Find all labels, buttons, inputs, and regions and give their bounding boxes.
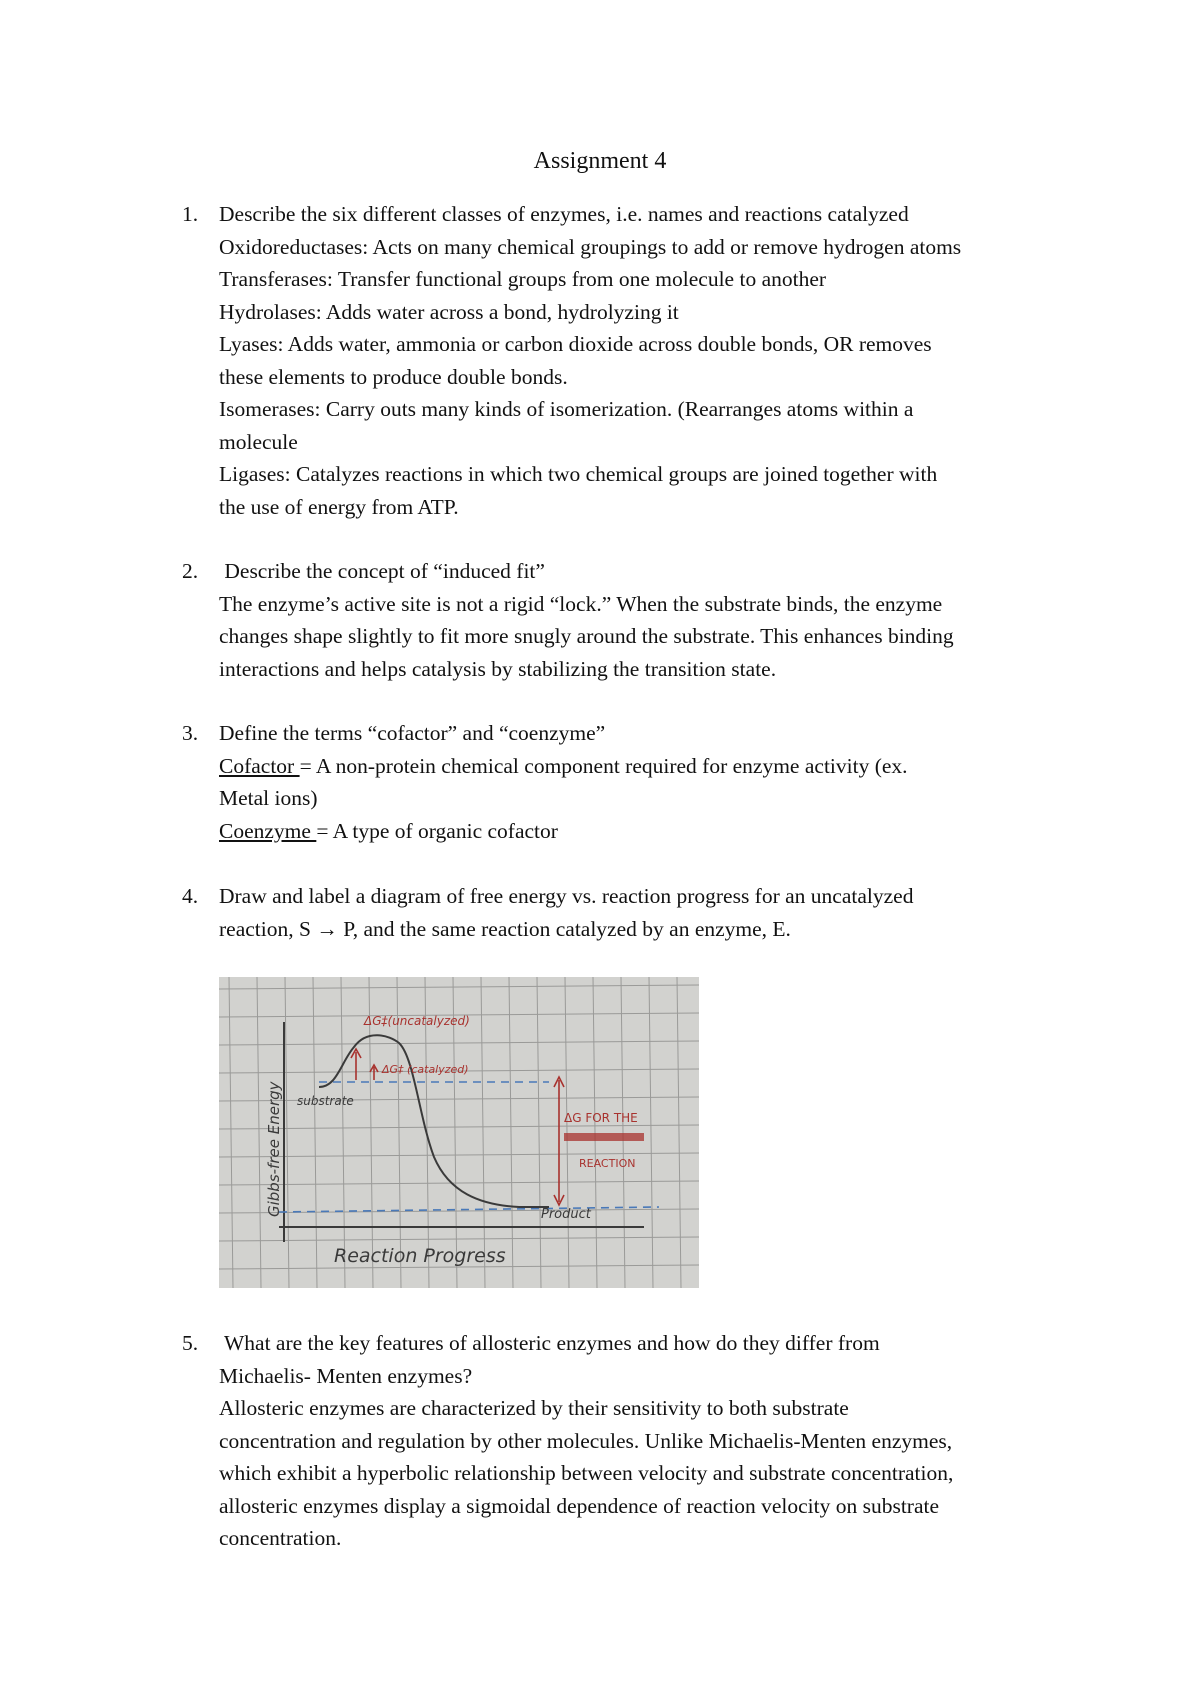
answer-line: molecule (219, 429, 298, 454)
scribbled-word (564, 1133, 644, 1141)
delta-g-label-2: REACTION (579, 1157, 636, 1170)
substrate-label: substrate (297, 1094, 354, 1108)
uncatalyzed-label: ΔG‡(uncatalyzed) (364, 1014, 470, 1028)
question-heading: Draw and label a diagram of free energy vs. reaction progress for an uncatalyzed (219, 884, 914, 908)
answer-line: Allosteric enzymes are characterized by their sensitivity to both substrate (219, 1396, 849, 1420)
question-body (219, 880, 1099, 945)
answer-line: these elements to produce double bonds. (219, 364, 568, 389)
question-heading: Define the terms “cofactor” and “coenzyme” (219, 721, 606, 745)
question-heading: Michaelis- Menten enzymes? (219, 1363, 473, 1388)
grid-line-horizontal (219, 1125, 699, 1129)
uncatalyzed-curve (319, 1035, 549, 1207)
question-number: 1. (182, 202, 199, 226)
answer-line: allosteric enzymes display a sigmoidal dependence of reaction velocity on substrate (219, 1493, 940, 1518)
coenzyme-term: Coenzyme (219, 818, 317, 843)
energy-diagram (219, 977, 699, 1288)
grid-line-vertical (621, 977, 625, 1288)
question-number: 3. (182, 721, 199, 745)
answer-line: Isomerases: Carry outs many kinds of isomerization. (Rearranges atoms within a (219, 397, 914, 421)
x-axis-label: Reaction Progress (334, 1245, 506, 1267)
answer-line: Ligases: Catalyzes reactions in which two chemical groups are joined together with (219, 462, 938, 486)
question-body (219, 1327, 1099, 1555)
answer-line: interactions and helps catalysis by stabilizing the transition state. (219, 656, 777, 681)
coenzyme-def: = A type of organic cofactor (316, 818, 558, 843)
catalyzed-label: ΔG‡ (catalyzed) (382, 1063, 469, 1076)
grid-line-horizontal (219, 1041, 699, 1045)
grid-line-vertical (593, 977, 597, 1288)
cofactor-term: Cofactor (219, 753, 300, 778)
cofactor-definition (219, 750, 1099, 783)
question-heading: What are the key features of allosteric enzymes and how do they differ from (219, 1331, 880, 1355)
question-heading: Describe the concept of “induced fit” (219, 559, 545, 583)
grid-line-horizontal (219, 1097, 699, 1101)
energy-diagram-photo (219, 977, 699, 1288)
grid-line-vertical (285, 977, 289, 1288)
grid-line-vertical (313, 977, 317, 1288)
answer-line: Oxidoreductases: Acts on many chemical groupings to add or remove hydrogen atoms (219, 234, 962, 259)
question-body (219, 198, 1099, 523)
grid-line-horizontal (219, 1209, 699, 1213)
grid-line-horizontal (219, 1237, 699, 1241)
delta-g-label-1: ΔG FOR THE (564, 1111, 638, 1125)
answer-line: The enzyme’s active site is not a rigid “lock.” When the substrate binds, the enzyme (219, 591, 943, 616)
coenzyme-definition (219, 815, 1099, 848)
question-heading: reaction, S → P, and the same reaction catalyzed by an enzyme, E. (219, 916, 791, 941)
grid-line-horizontal (219, 1181, 699, 1185)
grid-line-vertical (565, 977, 569, 1288)
answer-line: Transferases: Transfer functional groups from one molecule to another (219, 267, 827, 291)
answer-line: the use of energy from ATP. (219, 494, 459, 519)
grid-line-horizontal (219, 985, 699, 989)
answer-line: Metal ions) (219, 786, 318, 810)
grid-line-vertical (257, 977, 261, 1288)
grid-line-vertical (509, 977, 513, 1288)
answer-line: changes shape slightly to fit more snugly around the substrate. This enhances binding (219, 624, 954, 648)
y-axis-label: Gibbs-free Energy (265, 1081, 283, 1217)
grid-line-vertical (341, 977, 345, 1288)
product-label: Product (541, 1207, 591, 1222)
answer-line: which exhibit a hyperbolic relationship between velocity and substrate concentration, (219, 1461, 954, 1485)
question-heading: Describe the six different classes of enzymes, i.e. names and reactions catalyzed (219, 202, 909, 226)
cofactor-def: = A non-protein chemical component required for enzyme activity (ex. (299, 753, 908, 778)
grid-line-vertical (537, 977, 541, 1288)
answer-line: concentration and regulation by other molecules. Unlike Michaelis-Menten enzymes, (219, 1428, 953, 1453)
question-number: 5. (182, 1331, 199, 1355)
grid-line-vertical (649, 977, 653, 1288)
answer-line: concentration. (219, 1526, 342, 1550)
question-number: 2. (182, 559, 199, 583)
answer-line: Lyases: Adds water, ammonia or carbon dioxide across double bonds, OR removes (219, 332, 932, 356)
grid-line-vertical (677, 977, 681, 1288)
page-title: Assignment 4 (533, 148, 667, 174)
grid-line-vertical (481, 977, 485, 1288)
question-body (219, 717, 1099, 847)
answer-line: Hydrolases: Adds water across a bond, hydrolyzing it (219, 299, 679, 324)
question-number: 4. (182, 884, 199, 908)
question-body (219, 555, 1099, 685)
